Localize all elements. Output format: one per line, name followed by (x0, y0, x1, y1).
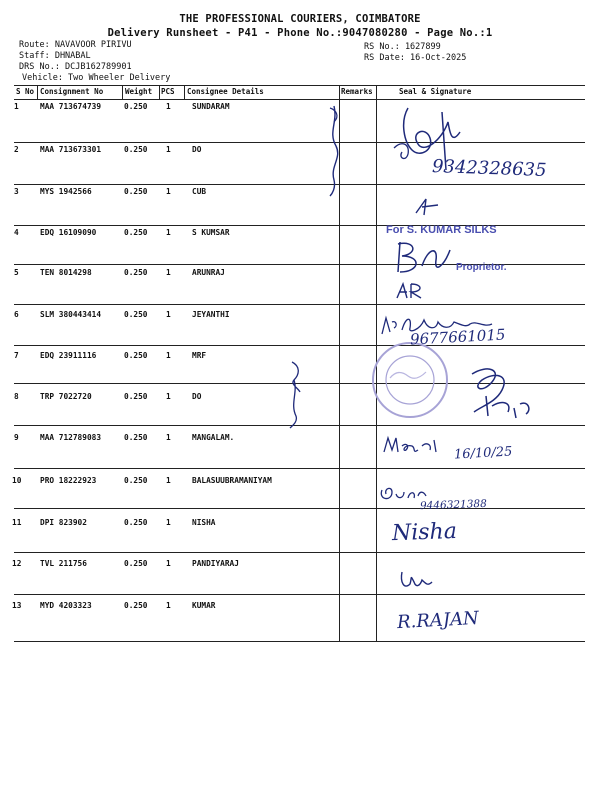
remarks-scribble-mid (286, 358, 306, 432)
runsheet-subtitle: Delivery Runsheet - P41 - Phone No.:9047080280 - Page No.:1 (107, 27, 493, 39)
signature-row-12 (398, 568, 438, 596)
row-7-weight: 0.250 (124, 351, 148, 360)
row-6-consignment: SLM 380443414 (40, 310, 102, 319)
row-10-sno: 10 (12, 476, 22, 485)
row-1-weight: 0.250 (124, 102, 148, 111)
row-2-pcs: 1 (166, 145, 171, 154)
row-1-consignee: SUNDARAM (192, 102, 230, 111)
row-9-pcs: 1 (166, 433, 171, 442)
row-13-consignment: MYD 4203323 (40, 601, 92, 610)
signature-row-5 (393, 282, 425, 304)
handwritten-phone-row-3: 9342328635 (431, 156, 547, 181)
row-5-consignment: TEN 8014298 (40, 268, 92, 277)
row-10-consignment: PRO 18222923 (40, 476, 97, 485)
row-5-consignee: ARUNRAJ (192, 268, 225, 277)
company-title: THE PROFESSIONAL COURIERS, COIMBATORE (179, 13, 421, 25)
row-8-consignee: DO (192, 392, 202, 401)
row-3-consignee: CUB (192, 187, 207, 196)
handwritten-name-row-11: Nisha (391, 518, 458, 547)
row-7-sno: 7 (14, 351, 19, 360)
row-4-pcs: 1 (166, 228, 171, 237)
row-9-consignment: MAA 712789083 (40, 433, 102, 442)
row-8-weight: 0.250 (124, 392, 148, 401)
handwritten-date-row-9: 16/10/25 (453, 444, 513, 463)
row-4-weight: 0.250 (124, 228, 148, 237)
row-4-consignment: EDQ 16109090 (40, 228, 97, 237)
row-13-weight: 0.250 (124, 601, 148, 610)
vehicle-label: Vehicle: Two Wheeler Delivery (22, 73, 171, 83)
stamp-proprietor: Proprietor. (456, 262, 507, 273)
row-11-consignment: DPI 823902 (40, 518, 87, 527)
row-8-pcs: 1 (166, 392, 171, 401)
row-9-sno: 9 (14, 433, 19, 442)
signature-row-8 (452, 360, 542, 424)
row-9-consignee: MANGALAM. (192, 433, 235, 442)
row-10-consignee: BALASUUBRAMANIYAM (192, 476, 272, 485)
col-header-sno: S No (16, 87, 35, 96)
signature-row-9 (382, 434, 442, 460)
row-3-consignment: MYS 1942566 (40, 187, 92, 196)
row-11-weight: 0.250 (124, 518, 148, 527)
row-3-pcs: 1 (166, 187, 171, 196)
handwritten-name-row-13: R.RAJAN (396, 607, 480, 634)
signature-row-4 (392, 236, 462, 285)
col-header-remarks: Remarks (341, 87, 373, 96)
staff-label: Staff: DHNABAL (19, 51, 91, 61)
row-3-weight: 0.250 (124, 187, 148, 196)
col-header-weight: Weight (125, 87, 153, 96)
row-11-pcs: 1 (166, 518, 171, 527)
row-6-sno: 6 (14, 310, 19, 319)
round-stamp (370, 340, 450, 424)
row-12-consignment: TVL 211756 (40, 559, 87, 568)
remarks-scribble-top (320, 102, 350, 201)
route-label: Route: NAVAVOOR PIRIVU (19, 40, 132, 50)
row-5-pcs: 1 (166, 268, 171, 277)
stamp-company: For S. KUMAR SILKS (386, 224, 497, 236)
row-4-sno: 4 (14, 228, 19, 237)
row-13-pcs: 1 (166, 601, 171, 610)
rs-date: RS Date: 16-Oct-2025 (364, 53, 467, 63)
col-header-consignee: Consignee Details (187, 87, 264, 96)
row-1-sno: 1 (14, 102, 19, 111)
row-7-consignee: MRF (192, 351, 207, 360)
handwritten-phone-row-6: 9677661015 (409, 325, 506, 349)
row-10-pcs: 1 (166, 476, 171, 485)
row-2-consignee: DO (192, 145, 202, 154)
row-11-consignee: NISHA (192, 518, 216, 527)
drs-label: DRS No.: DCJB162789901 (19, 62, 132, 72)
row-7-pcs: 1 (166, 351, 171, 360)
row-1-consignment: MAA 713674739 (40, 102, 102, 111)
row-1-pcs: 1 (166, 102, 171, 111)
row-4-consignee: S KUMSAR (192, 228, 230, 237)
row-13-consignee: KUMAR (192, 601, 216, 610)
row-8-consignment: TRP 7022720 (40, 392, 92, 401)
row-6-weight: 0.250 (124, 310, 148, 319)
row-7-consignment: EDQ 23911116 (40, 351, 97, 360)
row-2-consignment: MAA 713673301 (40, 145, 102, 154)
col-header-signature: Seal & Signature (399, 87, 472, 96)
signature-row-3 (412, 195, 442, 221)
handwritten-phone-row-10: 9446321388 (419, 497, 488, 513)
row-12-consignee: PANDIYARAJ (192, 559, 239, 568)
row-13-sno: 13 (12, 601, 22, 610)
rs-number: RS No.: 1627899 (364, 42, 441, 52)
col-header-pcs: PCS (161, 87, 175, 96)
row-2-weight: 0.250 (124, 145, 148, 154)
row-8-sno: 8 (14, 392, 19, 401)
row-10-weight: 0.250 (124, 476, 148, 485)
row-3-sno: 3 (14, 187, 19, 196)
row-6-pcs: 1 (166, 310, 171, 319)
col-header-consignment: Consignment No (40, 87, 104, 96)
row-5-sno: 5 (14, 268, 19, 277)
row-12-weight: 0.250 (124, 559, 148, 568)
row-6-consignee: JEYANTHI (192, 310, 230, 319)
row-2-sno: 2 (14, 145, 19, 154)
row-11-sno: 11 (12, 518, 22, 527)
row-5-weight: 0.250 (124, 268, 148, 277)
row-12-sno: 12 (12, 559, 22, 568)
row-12-pcs: 1 (166, 559, 171, 568)
row-9-weight: 0.250 (124, 433, 148, 442)
